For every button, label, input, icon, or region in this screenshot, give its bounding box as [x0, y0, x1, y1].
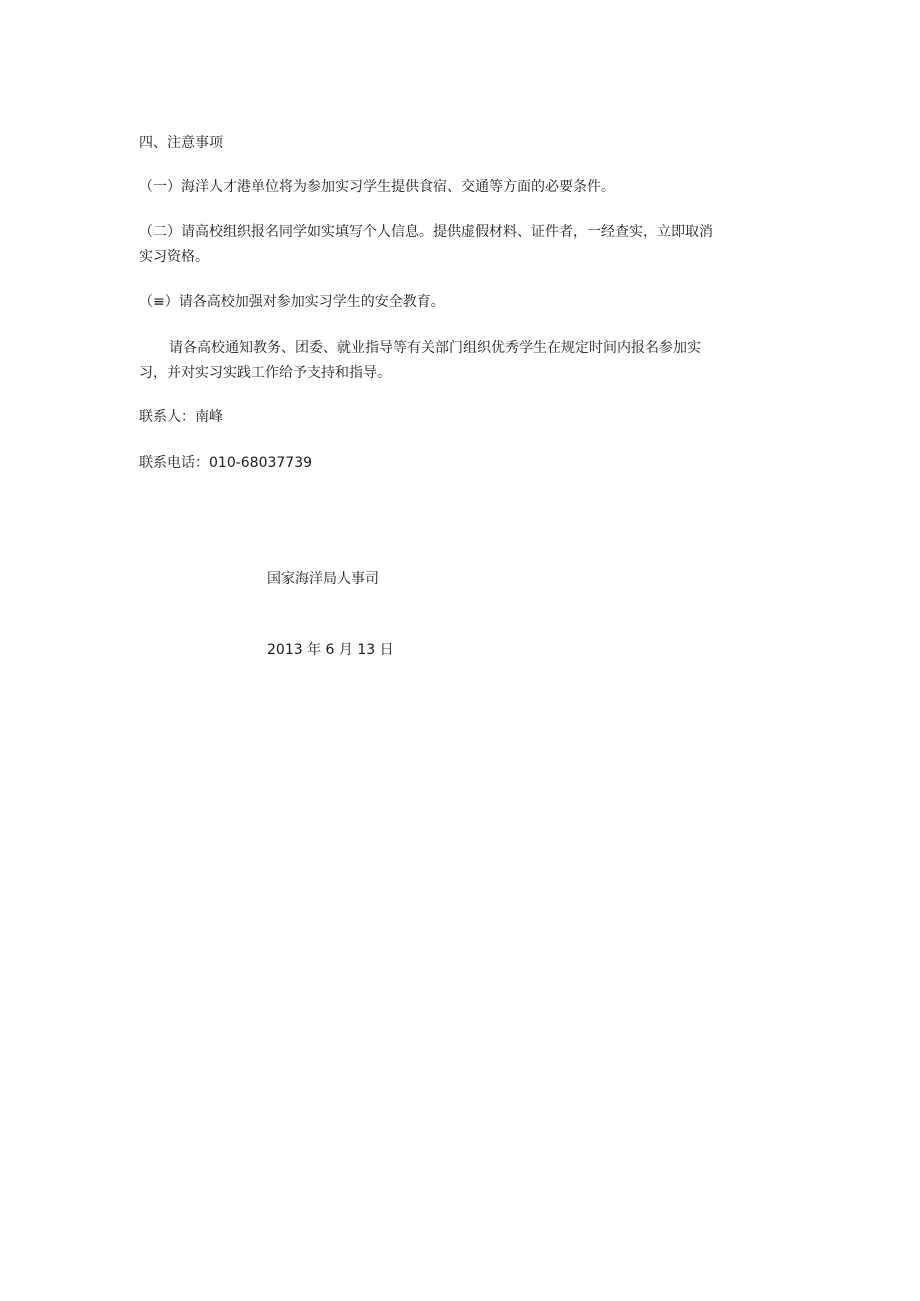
closing-line-1: 请各高校通知教务、团委、就业指导等有关部门组织优秀学生在规定时间内报名参加实 — [169, 340, 701, 356]
section-heading: 四、注意事项 — [139, 135, 223, 151]
closing-line-2: 习，并对实习实践工作给予支持和指导。 — [139, 365, 391, 381]
signature-organization: 国家海洋局人事司 — [267, 571, 379, 587]
notice-item-2 — [139, 221, 779, 268]
contact-phone: 联系电话：010-68037739 — [139, 455, 313, 471]
signature-date: 2013 年 6 月 13 日 — [267, 642, 394, 658]
contact-person: 联系人：南峰 — [139, 409, 223, 425]
closing-paragraph — [139, 337, 779, 384]
notice-item-3: （≡）请各高校加强对参加实习学生的安全教育。 — [139, 294, 445, 310]
notice-item-2-line-2: 实习资格。 — [139, 249, 209, 265]
notice-item-1: （一）海洋人才港单位将为参加实习学生提供食宿、交通等方面的必要条件。 — [139, 179, 615, 195]
notice-item-2-line-1: （二）请高校组织报名同学如实填写个人信息。提供虚假材料、证件者，一经查实，立即取消 — [139, 224, 713, 240]
